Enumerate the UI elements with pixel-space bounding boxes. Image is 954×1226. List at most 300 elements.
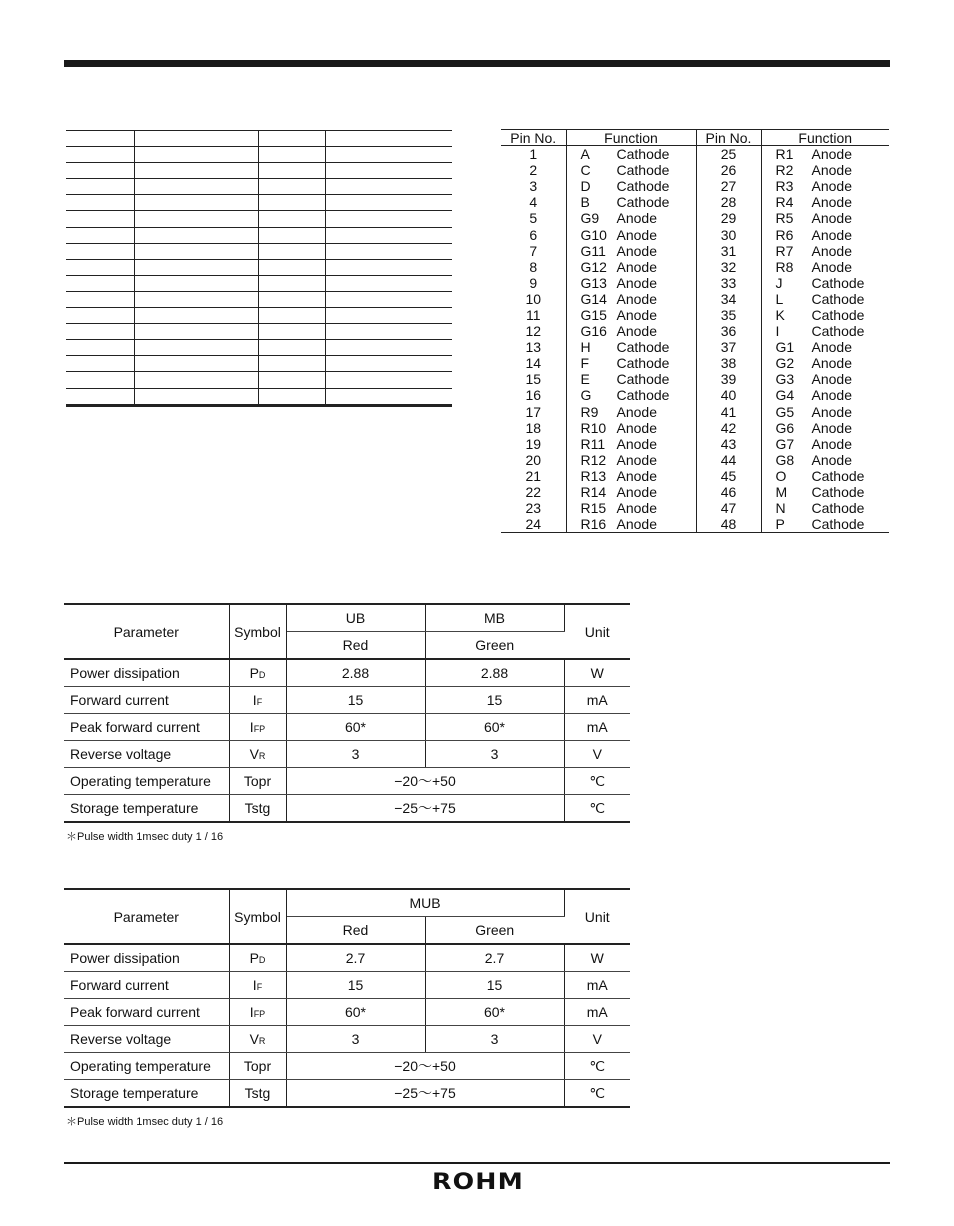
table-row (501, 291, 889, 307)
empty-cell (258, 243, 325, 259)
pin-number: 18 (501, 420, 566, 436)
empty-cell (325, 324, 452, 340)
pin-function (566, 420, 696, 436)
pin-function (566, 307, 696, 323)
pin-function (761, 484, 889, 500)
red-value: 3 (286, 1026, 425, 1053)
pin-number: 44 (696, 452, 761, 468)
pin-type: Anode (616, 323, 657, 340)
pin-function (566, 404, 696, 420)
pin-code: F (580, 355, 590, 372)
pin-number: 30 (696, 226, 761, 242)
pin-code: R3 (775, 178, 794, 195)
empty-cell (258, 179, 325, 195)
pin-number: 41 (696, 404, 761, 420)
symbol-main: I (249, 1004, 254, 1020)
pin-code: R11 (580, 435, 606, 452)
pin-function (761, 194, 889, 210)
table-row (501, 178, 889, 194)
table-row (501, 194, 889, 210)
empty-cell (258, 227, 325, 243)
unit-cell: V (564, 741, 630, 768)
empty-row (66, 291, 452, 307)
red-value: 60* (286, 714, 425, 741)
symbol-cell (229, 999, 286, 1026)
table-row (501, 387, 889, 403)
unit-cell: ℃ (564, 795, 630, 823)
empty-cell (66, 179, 134, 195)
table-row (64, 1026, 630, 1053)
pin-code: G4 (775, 387, 795, 404)
pin-function (566, 436, 696, 452)
empty-cell (258, 308, 325, 324)
empty-cell (134, 308, 258, 324)
pin-type: Cathode (811, 323, 865, 340)
empty-cell (66, 147, 134, 163)
header-symbol: Symbol (229, 889, 286, 944)
header-green: Green (425, 632, 564, 660)
empty-row (66, 147, 452, 163)
red-value: 60* (286, 999, 425, 1026)
table-row (501, 307, 889, 323)
table-row (501, 146, 889, 163)
pin-code: P (775, 516, 785, 533)
pin-function (761, 226, 889, 242)
pin-number: 45 (696, 468, 761, 484)
empty-row (66, 275, 452, 291)
pin-function (761, 371, 889, 387)
pin-type: Cathode (616, 178, 670, 195)
pin-number: 29 (696, 210, 761, 226)
unit-cell: ℃ (564, 1080, 630, 1108)
symbol-subscript: FP (253, 1009, 266, 1019)
pin-function (761, 420, 889, 436)
empty-cell (134, 131, 258, 147)
symbol-main: I (249, 719, 254, 735)
pin-function (761, 500, 889, 516)
empty-cell (134, 243, 258, 259)
empty-cell (134, 340, 258, 356)
unit-cell: mA (564, 714, 630, 741)
pin-function (761, 259, 889, 275)
unit-cell: W (564, 944, 630, 972)
symbol-subscript: FP (253, 724, 266, 734)
pin-function (761, 468, 889, 484)
table-row (501, 259, 889, 275)
empty-cell (66, 372, 134, 388)
pin-code: D (580, 178, 591, 195)
pin-number: 22 (501, 484, 566, 500)
pin-type: Anode (811, 419, 852, 436)
header-pin-no-2: Pin No. (696, 130, 761, 146)
table-row (64, 741, 630, 768)
symbol-cell: Topr (229, 1053, 286, 1080)
table-row (64, 768, 630, 795)
empty-cell (134, 275, 258, 291)
pin-number: 42 (696, 420, 761, 436)
pin-number: 33 (696, 275, 761, 291)
empty-cell (134, 147, 258, 163)
empty-cell (66, 356, 134, 372)
symbol-cell: Tstg (229, 1080, 286, 1108)
green-value: 15 (425, 687, 564, 714)
pin-code: A (580, 146, 590, 163)
empty-cell (325, 243, 452, 259)
header-pin-no-1: Pin No. (501, 130, 566, 146)
empty-cell (325, 275, 452, 291)
empty-cell (325, 259, 452, 275)
symbol-subscript: F (256, 697, 263, 707)
pin-type: Anode (616, 274, 657, 291)
table-row (64, 1053, 630, 1080)
param-cell: Storage temperature (64, 795, 229, 823)
pin-function (761, 387, 889, 403)
pin-type: Anode (616, 242, 657, 259)
pin-function (566, 387, 696, 403)
footer-rule (64, 1162, 890, 1164)
pin-function (761, 436, 889, 452)
table-row (64, 795, 630, 823)
red-value: 3 (286, 741, 425, 768)
footnote-1: ＊Pulse width 1msec duty 1 / 16 (66, 831, 224, 843)
symbol-main: V (249, 746, 259, 762)
pin-function (761, 404, 889, 420)
symbol-cell (229, 687, 286, 714)
empty-row (66, 243, 452, 259)
pin-code: R14 (580, 484, 607, 501)
pin-function (566, 275, 696, 291)
pin-number: 46 (696, 484, 761, 500)
empty-cell (66, 308, 134, 324)
pin-code: B (580, 194, 590, 211)
pin-number: 21 (501, 468, 566, 484)
header-red: Red (286, 632, 425, 660)
empty-cell (66, 324, 134, 340)
pin-type: Anode (616, 484, 657, 501)
pin-type: Anode (811, 242, 852, 259)
table-row (501, 275, 889, 291)
empty-cell (258, 147, 325, 163)
pin-code: R4 (775, 194, 794, 211)
pin-number: 5 (501, 210, 566, 226)
absolute-max-ratings-table-mub (64, 888, 630, 1108)
empty-cell (134, 291, 258, 307)
pin-code: G2 (775, 355, 795, 372)
pin-function (566, 468, 696, 484)
empty-cell (134, 356, 258, 372)
table-row (501, 516, 889, 533)
pin-type: Anode (811, 210, 852, 227)
pin-number: 37 (696, 339, 761, 355)
temperature-range: −25〜+75 (286, 1080, 564, 1108)
empty-row (66, 259, 452, 275)
table-row (64, 999, 630, 1026)
pin-type: Anode (811, 403, 852, 420)
empty-cell (325, 179, 452, 195)
pin-function (761, 355, 889, 371)
table-row (501, 355, 889, 371)
pin-code: R12 (580, 451, 607, 468)
pin-function (761, 291, 889, 307)
pin-type: Anode (616, 403, 657, 420)
green-value: 60* (425, 714, 564, 741)
table-row (501, 452, 889, 468)
table-row (64, 687, 630, 714)
pin-type: Anode (811, 339, 852, 356)
pin-function (761, 178, 889, 194)
temperature-range: −20〜+50 (286, 768, 564, 795)
pin-code: R10 (580, 419, 607, 436)
empty-cell (66, 131, 134, 147)
pin-type: Cathode (616, 339, 670, 356)
empty-cell (258, 372, 325, 388)
pin-code: G9 (580, 210, 600, 227)
empty-cell (66, 243, 134, 259)
pin-type: Cathode (811, 274, 865, 291)
pin-type: Cathode (616, 194, 670, 211)
pin-function (566, 484, 696, 500)
pin-code: R6 (775, 226, 794, 243)
pin-function (566, 210, 696, 226)
pin-number: 12 (501, 323, 566, 339)
pin-code: I (775, 323, 780, 340)
symbol-subscript: F (256, 982, 263, 992)
empty-cell (134, 259, 258, 275)
empty-row (66, 340, 452, 356)
header-mub: MUB (286, 889, 564, 917)
pin-type: Anode (811, 146, 852, 163)
pin-type: Anode (616, 226, 657, 243)
empty-row (66, 356, 452, 372)
unit-cell: W (564, 659, 630, 687)
symbol-cell (229, 1026, 286, 1053)
pin-code: G12 (580, 258, 607, 275)
red-value: 15 (286, 687, 425, 714)
param-cell: Power dissipation (64, 944, 229, 972)
pin-function (761, 516, 889, 533)
table-row (501, 210, 889, 226)
pin-type: Cathode (616, 387, 670, 404)
pin-code: G3 (775, 371, 795, 388)
pin-number: 36 (696, 323, 761, 339)
unit-cell: ℃ (564, 1053, 630, 1080)
empty-cell (258, 324, 325, 340)
table-row (64, 659, 630, 687)
param-cell: Forward current (64, 687, 229, 714)
pin-code: G13 (580, 274, 607, 291)
pin-number: 10 (501, 291, 566, 307)
empty-cell (325, 340, 452, 356)
empty-row (66, 324, 452, 340)
pin-function (566, 452, 696, 468)
pin-function (761, 275, 889, 291)
param-cell: Operating temperature (64, 1053, 229, 1080)
symbol-subscript: D (258, 670, 266, 680)
symbol-subscript: R (258, 751, 266, 761)
pin-number: 26 (696, 162, 761, 178)
pin-code: G6 (775, 419, 795, 436)
pin-code: R13 (580, 467, 607, 484)
pin-function (761, 339, 889, 355)
empty-cell (66, 163, 134, 179)
header-mb: MB (425, 604, 564, 632)
footnote-2: ＊Pulse width 1msec duty 1 / 16 (66, 1116, 224, 1128)
green-value: 2.88 (425, 659, 564, 687)
empty-cell (134, 372, 258, 388)
pin-code: O (775, 467, 787, 484)
param-cell: Forward current (64, 972, 229, 999)
pin-function (566, 146, 696, 163)
symbol-main: P (249, 665, 259, 681)
pin-type: Cathode (811, 467, 865, 484)
pin-type: Cathode (616, 355, 670, 372)
pin-function (566, 162, 696, 178)
empty-row (66, 372, 452, 388)
pin-code: G11 (580, 242, 606, 259)
table-row (64, 944, 630, 972)
pin-type: Anode (811, 435, 852, 452)
pin-number: 9 (501, 275, 566, 291)
pin-type: Anode (811, 194, 852, 211)
green-value: 3 (425, 741, 564, 768)
empty-cell (134, 179, 258, 195)
empty-cell (258, 340, 325, 356)
table-row (501, 500, 889, 516)
table-row (501, 371, 889, 387)
pin-type: Anode (616, 290, 657, 307)
pin-type: Anode (811, 258, 852, 275)
pin-number: 15 (501, 371, 566, 387)
symbol-main: V (249, 1031, 259, 1047)
pin-type: Anode (811, 226, 852, 243)
pin-function (761, 323, 889, 339)
symbol-cell (229, 741, 286, 768)
symbol-main: I (252, 977, 257, 993)
empty-cell (258, 275, 325, 291)
pin-type: Cathode (811, 516, 865, 533)
pin-type: Cathode (616, 371, 670, 388)
empty-cell (134, 211, 258, 227)
pin-type: Cathode (616, 162, 670, 179)
symbol-cell (229, 714, 286, 741)
pin-function (566, 500, 696, 516)
pin-number: 4 (501, 194, 566, 210)
empty-cell (258, 356, 325, 372)
pin-type: Cathode (811, 290, 865, 307)
absolute-max-ratings-table-ub-mb (64, 603, 630, 823)
pin-function (566, 323, 696, 339)
pin-type: Anode (616, 210, 657, 227)
pin-assignment-table (501, 129, 889, 533)
pin-code: C (580, 162, 591, 179)
table-row (64, 972, 630, 999)
pin-type: Cathode (811, 484, 865, 501)
pin-code: L (775, 290, 784, 307)
pin-number: 35 (696, 307, 761, 323)
empty-cell (325, 388, 452, 405)
pin-number: 16 (501, 387, 566, 403)
pin-code: N (775, 500, 786, 517)
pin-function (566, 194, 696, 210)
symbol-cell (229, 659, 286, 687)
pin-code: R9 (580, 403, 599, 420)
header-symbol: Symbol (229, 604, 286, 659)
pin-type: Anode (811, 178, 852, 195)
pin-type: Anode (811, 371, 852, 388)
header-ub: UB (286, 604, 425, 632)
pin-type: Anode (616, 435, 657, 452)
pin-type: Anode (811, 387, 852, 404)
empty-cell (66, 291, 134, 307)
pin-function (761, 146, 889, 163)
pin-number: 13 (501, 339, 566, 355)
pin-function (761, 162, 889, 178)
empty-cell (325, 147, 452, 163)
header-parameter: Parameter (64, 889, 229, 944)
rohm-logo: ROHM (432, 1170, 524, 1195)
temperature-range: −20〜+50 (286, 1053, 564, 1080)
pin-code: R1 (775, 146, 794, 163)
pin-number: 2 (501, 162, 566, 178)
pin-code: R16 (580, 516, 607, 533)
pin-code: K (775, 306, 785, 323)
symbol-cell (229, 944, 286, 972)
pin-function (761, 452, 889, 468)
pin-number: 6 (501, 226, 566, 242)
pin-number: 17 (501, 404, 566, 420)
symbol-subscript: R (258, 1036, 266, 1046)
empty-cell (134, 324, 258, 340)
pin-code: R2 (775, 162, 794, 179)
pin-function (566, 259, 696, 275)
empty-cell (66, 340, 134, 356)
empty-cell (258, 211, 325, 227)
pin-number: 11 (501, 307, 566, 323)
pin-type: Anode (616, 451, 657, 468)
header-function-2: Function (761, 130, 889, 146)
empty-cell (66, 211, 134, 227)
pin-function (566, 243, 696, 259)
table-row (64, 1080, 630, 1108)
pin-code: H (580, 339, 591, 356)
empty-cell (258, 291, 325, 307)
empty-cell (258, 163, 325, 179)
table-row (501, 323, 889, 339)
symbol-cell: Topr (229, 768, 286, 795)
empty-cell (325, 195, 452, 211)
pin-number: 19 (501, 436, 566, 452)
green-value: 2.7 (425, 944, 564, 972)
empty-cell (325, 211, 452, 227)
pin-code: R8 (775, 258, 794, 275)
unit-cell: V (564, 1026, 630, 1053)
header-red: Red (286, 917, 425, 945)
pin-type: Cathode (616, 146, 670, 163)
pin-number: 1 (501, 146, 566, 163)
pin-code: G (580, 387, 592, 404)
pin-function (566, 291, 696, 307)
pin-code: G5 (775, 403, 795, 420)
param-cell: Storage temperature (64, 1080, 229, 1108)
pin-table-header (501, 130, 889, 146)
header-unit: Unit (564, 604, 630, 659)
pin-number: 3 (501, 178, 566, 194)
pin-number: 25 (696, 146, 761, 163)
empty-cell (66, 275, 134, 291)
pin-type: Anode (616, 500, 657, 517)
pin-code: M (775, 484, 788, 501)
empty-row (66, 179, 452, 195)
